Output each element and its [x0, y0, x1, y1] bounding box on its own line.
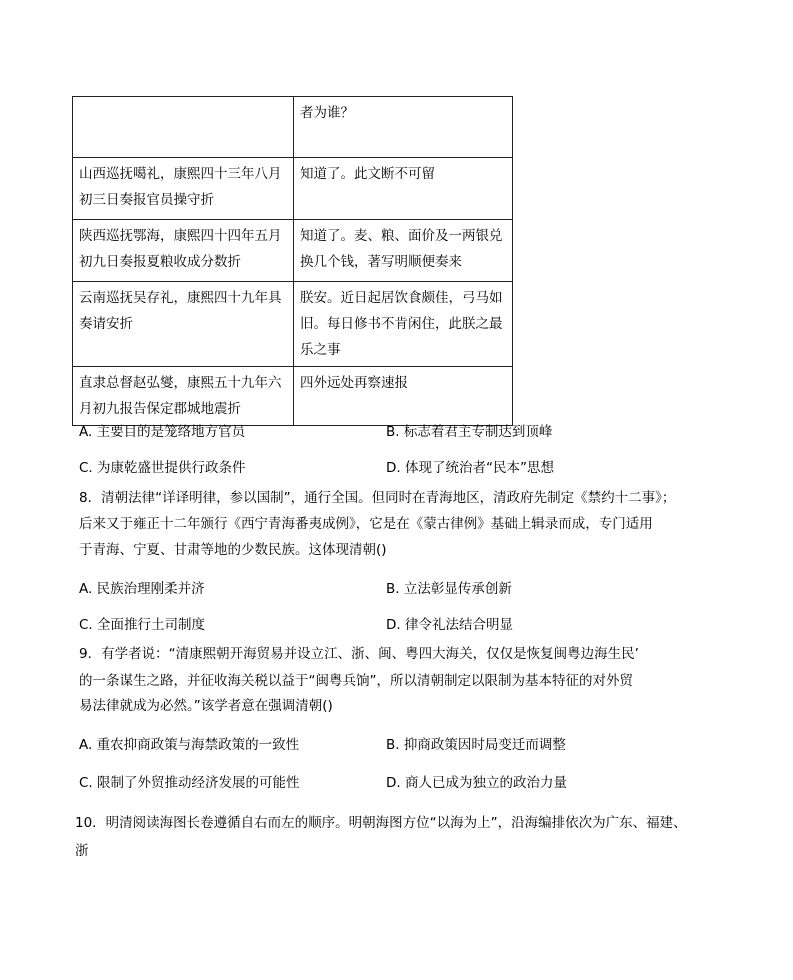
table-cell-left: 山西巡抚噶礼，康熙四十三年八月初三日奏报官员操守折 — [73, 158, 294, 220]
q10-stem-line2: 浙 — [75, 843, 89, 859]
q8-stem-line3: 于青海、宁夏、甘肃等地的少数民族。这体现清朝() — [79, 542, 387, 558]
q8-stem-line2: 后来又于雍正十二年颁行《西宁青海番夷成例》，它是在《蒙古律例》基础上辑录而成，专门适用 — [79, 516, 653, 532]
table-row — [73, 367, 513, 426]
q9-stem-line1: 9．有学者说：“清康熙朝开海贸易并设立江、浙、闽、粤四大海关，仅仅是恢复闽粤边海生民’ — [79, 646, 639, 662]
table-cell-right: 知道了。此文断不可留 — [294, 158, 513, 220]
table-row — [73, 158, 513, 220]
q7-option-b[interactable]: B. 标志着君主专制达到顶峰 — [386, 424, 553, 440]
table-cell-right: 朕安。近日起居饮食颇佳，弓马如旧。每日修书不肯闲住，此朕之最乐之事 — [294, 282, 513, 367]
q7-option-a[interactable]: A. 主要目的是笼络地方官员 — [79, 424, 246, 440]
q7-option-c[interactable]: C. 为康乾盛世提供行政条件 — [79, 460, 246, 476]
q9-stem-line3: 易法律就成为必然。”该学者意在强调清朝() — [79, 698, 333, 714]
q9-stem-line2: 的一条谋生之路，并征收海关税以益于“闽粤兵饷”，所以清朝制定以限制为基本特征的对外贸 — [79, 673, 633, 689]
q9-option-d[interactable]: D. 商人已成为独立的政治力量 — [386, 775, 567, 791]
table-cell-right: 知道了。麦、粮、面价及一两银兑换几个钱，著写明顺便奏来 — [294, 220, 513, 282]
q8-option-b[interactable]: B. 立法彰显传承创新 — [386, 581, 512, 597]
table-cell-left: 云南巡抚吴存礼，康熙四十九年具奏请安折 — [73, 282, 294, 367]
table-cell-right: 者为谁？ — [294, 97, 513, 158]
memorial-table — [72, 96, 513, 426]
table-row — [73, 97, 513, 158]
table-row — [73, 282, 513, 367]
q9-option-c[interactable]: C. 限制了外贸推动经济发展的可能性 — [79, 775, 300, 791]
q8-option-d[interactable]: D. 律令礼法结合明显 — [386, 617, 513, 633]
table-cell-left — [73, 97, 294, 158]
q8-stem-line1: 8．清朝法律“详译明律，参以国制”，通行全国。但同时在青海地区，清政府先制定《禁约十二事》； — [79, 490, 676, 506]
q8-option-c[interactable]: C. 全面推行土司制度 — [79, 617, 206, 633]
q10-stem-line1: 10．明清阅读海图长卷遵循自右而左的顺序。明朝海图方位“以海为上”，沿海编排依次为广东、福建、 — [75, 815, 687, 831]
q7-option-d[interactable]: D. 体现了统治者“民本”思想 — [386, 460, 554, 476]
q9-option-a[interactable]: A. 重农抑商政策与海禁政策的一致性 — [79, 737, 300, 753]
q8-option-a[interactable]: A. 民族治理刚柔并济 — [79, 581, 205, 597]
table-cell-left: 陕西巡抚鄂海，康熙四十四年五月初九日奏报夏粮收成分数折 — [73, 220, 294, 282]
table-cell-right: 四外远处再察速报 — [294, 367, 513, 426]
table-cell-left: 直隶总督赵弘燮，康熙五十九年六月初九报告保定郡城地震折 — [73, 367, 294, 426]
q9-option-b[interactable]: B. 抑商政策因时局变迁而调整 — [386, 737, 566, 753]
table-row — [73, 220, 513, 282]
